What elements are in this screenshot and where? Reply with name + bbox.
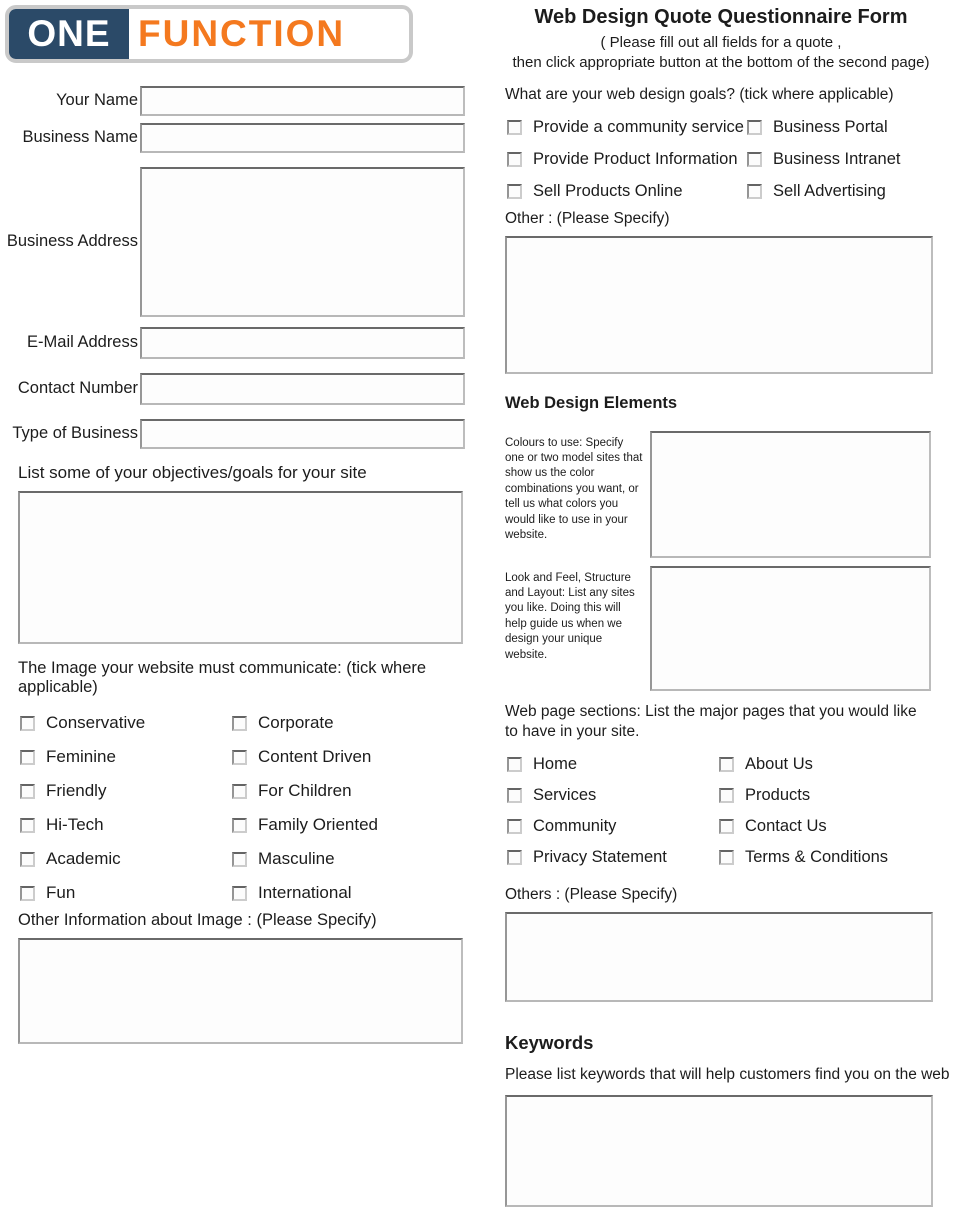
image-checkbox-international[interactable] bbox=[232, 883, 487, 903]
checkbox-icon[interactable] bbox=[719, 757, 734, 772]
section-checkbox-about-us[interactable] bbox=[719, 755, 952, 774]
checkbox-label: Friendly bbox=[46, 781, 107, 800]
section-checkbox-products[interactable] bbox=[719, 786, 952, 805]
section-checkbox-contact-us[interactable] bbox=[719, 817, 952, 836]
checkbox-label: Fun bbox=[46, 883, 76, 902]
image-checkbox-fun[interactable] bbox=[20, 883, 232, 903]
type-of-business-label: Type of Business bbox=[12, 424, 138, 443]
checkbox-label: Masculine bbox=[258, 849, 335, 868]
goal-checkbox-business-intranet[interactable] bbox=[747, 150, 952, 169]
objectives-label: List some of your objectives/goals for your site bbox=[18, 463, 367, 482]
image-checkbox-corporate[interactable] bbox=[232, 713, 487, 733]
goal-checkbox-product-information[interactable] bbox=[507, 150, 747, 169]
business-name-label: Business Name bbox=[22, 128, 138, 147]
checkbox-label: Feminine bbox=[46, 747, 116, 766]
checkbox-label: Family Oriented bbox=[258, 815, 378, 834]
one-function-logo bbox=[5, 5, 413, 63]
checkbox-label: For Children bbox=[258, 781, 352, 800]
checkbox-label: Contact Us bbox=[745, 816, 827, 835]
sections-others-textarea[interactable] bbox=[505, 912, 933, 1002]
email-label: E-Mail Address bbox=[27, 333, 138, 352]
checkbox-icon[interactable] bbox=[20, 716, 35, 731]
sections-others-label: Others : (Please Specify) bbox=[505, 885, 678, 903]
checkbox-icon[interactable] bbox=[507, 788, 522, 803]
checkbox-label: Terms & Conditions bbox=[745, 847, 889, 866]
checkbox-icon[interactable] bbox=[20, 750, 35, 765]
checkbox-label: Products bbox=[745, 785, 811, 804]
checkbox-icon[interactable] bbox=[232, 852, 247, 867]
checkbox-label: Content Driven bbox=[258, 747, 372, 766]
checkbox-label: Services bbox=[533, 785, 597, 804]
logo-function-text: FUNCTION bbox=[138, 13, 346, 54]
your-name-input[interactable] bbox=[140, 86, 465, 116]
checkbox-label: Provide Product Information bbox=[533, 149, 738, 168]
right-column bbox=[490, 0, 952, 1212]
image-checkbox-content-driven[interactable] bbox=[232, 747, 487, 767]
checkbox-icon[interactable] bbox=[719, 819, 734, 834]
checkbox-icon[interactable] bbox=[232, 784, 247, 799]
checkbox-icon[interactable] bbox=[507, 184, 522, 199]
checkbox-label: Sell Advertising bbox=[773, 181, 886, 200]
section-checkbox-home[interactable] bbox=[507, 755, 719, 774]
checkbox-label: Community bbox=[533, 816, 617, 835]
checkbox-label: Conservative bbox=[46, 713, 146, 732]
section-checkbox-community[interactable] bbox=[507, 817, 719, 836]
keywords-heading: Keywords bbox=[505, 1031, 594, 1053]
checkbox-label: Provide a community service bbox=[533, 117, 744, 136]
keywords-label: Please list keywords that will help customers find you on the web bbox=[505, 1065, 950, 1083]
goals-question-label: What are your web design goals? (tick where applicable) bbox=[505, 85, 894, 103]
checkbox-label: Home bbox=[533, 754, 578, 773]
goal-checkbox-community-service[interactable] bbox=[507, 118, 747, 137]
image-options-grid bbox=[20, 713, 487, 903]
colours-row bbox=[505, 431, 952, 558]
checkbox-icon[interactable] bbox=[747, 152, 762, 167]
colours-textarea[interactable] bbox=[650, 431, 931, 558]
web-design-elements-heading: Web Design Elements bbox=[505, 393, 678, 412]
goal-checkbox-sell-advertising[interactable] bbox=[747, 182, 952, 201]
email-input[interactable] bbox=[140, 327, 465, 359]
checkbox-icon[interactable] bbox=[20, 818, 35, 833]
contact-number-input[interactable] bbox=[140, 373, 465, 405]
checkbox-icon[interactable] bbox=[507, 850, 522, 865]
goals-other-textarea[interactable] bbox=[505, 236, 933, 374]
other-image-label: Other Information about Image : (Please Specify) bbox=[18, 911, 377, 929]
goal-checkbox-sell-products-online[interactable] bbox=[507, 182, 747, 201]
section-checkbox-services[interactable] bbox=[507, 786, 719, 805]
checkbox-icon[interactable] bbox=[747, 184, 762, 199]
logo-one-text: ONE bbox=[9, 9, 129, 59]
checkbox-label: Corporate bbox=[258, 713, 334, 732]
email-row bbox=[0, 327, 465, 359]
checkbox-icon[interactable] bbox=[232, 886, 247, 901]
subtitle-line1: ( Please fill out all fields for a quote , bbox=[600, 34, 842, 51]
image-checkbox-for-children[interactable] bbox=[232, 781, 487, 801]
web-page-sections-label: Web page sections: List the major pages that you would like to have in your site. bbox=[505, 702, 917, 740]
checkbox-label: Privacy Statement bbox=[533, 847, 667, 866]
other-image-textarea[interactable] bbox=[18, 938, 463, 1044]
checkbox-icon[interactable] bbox=[232, 818, 247, 833]
your-name-row bbox=[0, 86, 465, 116]
checkbox-label: About Us bbox=[745, 754, 813, 773]
goal-checkbox-business-portal[interactable] bbox=[747, 118, 952, 137]
business-name-input[interactable] bbox=[140, 123, 465, 153]
colours-label: Colours to use: Specify one or two model sites that show us the color combinations you want, or tell us what colors you would like to use in your website. bbox=[505, 436, 643, 541]
checkbox-icon[interactable] bbox=[20, 784, 35, 799]
contact-number-label: Contact Number bbox=[17, 379, 138, 398]
type-of-business-row bbox=[0, 419, 465, 449]
look-and-feel-row bbox=[505, 566, 952, 691]
left-column bbox=[0, 0, 487, 1049]
image-checkbox-feminine[interactable] bbox=[20, 747, 232, 767]
image-checkbox-family-oriented[interactable] bbox=[232, 815, 487, 835]
business-address-row bbox=[0, 167, 465, 317]
checkbox-label: Hi-Tech bbox=[46, 815, 104, 834]
contact-number-row bbox=[0, 373, 465, 405]
image-checkbox-friendly[interactable] bbox=[20, 781, 232, 801]
checkbox-icon[interactable] bbox=[507, 152, 522, 167]
business-address-textarea[interactable] bbox=[140, 167, 465, 317]
section-checkbox-privacy-statement[interactable] bbox=[507, 848, 719, 867]
business-address-label: Business Address bbox=[6, 232, 138, 251]
look-and-feel-label: Look and Feel, Structure and Layout: List any sites you like. Doing this will help guide us when we design your unique website. bbox=[505, 571, 635, 661]
image-checkbox-academic[interactable] bbox=[20, 849, 232, 869]
image-checkbox-masculine[interactable] bbox=[232, 849, 487, 869]
checkbox-icon[interactable] bbox=[232, 750, 247, 765]
image-communicate-label: The Image your website must communicate: (tick where applicable) bbox=[18, 659, 427, 696]
image-checkbox-hi-tech[interactable] bbox=[20, 815, 232, 835]
checkbox-icon[interactable] bbox=[20, 886, 35, 901]
look-and-feel-textarea[interactable] bbox=[650, 566, 931, 691]
page-title: Web Design Quote Questionnaire Form bbox=[534, 6, 908, 28]
checkbox-label: Sell Products Online bbox=[533, 181, 683, 200]
checkbox-icon[interactable] bbox=[719, 788, 734, 803]
checkbox-icon[interactable] bbox=[507, 819, 522, 834]
checkbox-icon[interactable] bbox=[20, 852, 35, 867]
checkbox-label: Business Intranet bbox=[773, 149, 901, 168]
objectives-textarea[interactable] bbox=[18, 491, 463, 644]
checkbox-icon[interactable] bbox=[507, 120, 522, 135]
type-of-business-input[interactable] bbox=[140, 419, 465, 449]
keywords-textarea[interactable] bbox=[505, 1095, 933, 1207]
checkbox-label: International bbox=[258, 883, 352, 902]
sections-options-grid bbox=[507, 755, 952, 867]
checkbox-label: Business Portal bbox=[773, 117, 888, 136]
checkbox-icon[interactable] bbox=[232, 716, 247, 731]
checkbox-label: Academic bbox=[46, 849, 121, 868]
checkbox-icon[interactable] bbox=[747, 120, 762, 135]
image-checkbox-conservative[interactable] bbox=[20, 713, 232, 733]
checkbox-icon[interactable] bbox=[507, 757, 522, 772]
checkbox-icon[interactable] bbox=[719, 850, 734, 865]
section-checkbox-terms-conditions[interactable] bbox=[719, 848, 952, 867]
your-name-label: Your Name bbox=[56, 91, 138, 110]
goals-options-grid bbox=[507, 118, 952, 201]
business-name-row bbox=[0, 123, 465, 153]
goals-other-label: Other : (Please Specify) bbox=[505, 209, 670, 227]
subtitle-line2: then click appropriate button at the bottom of the second page) bbox=[512, 54, 930, 72]
